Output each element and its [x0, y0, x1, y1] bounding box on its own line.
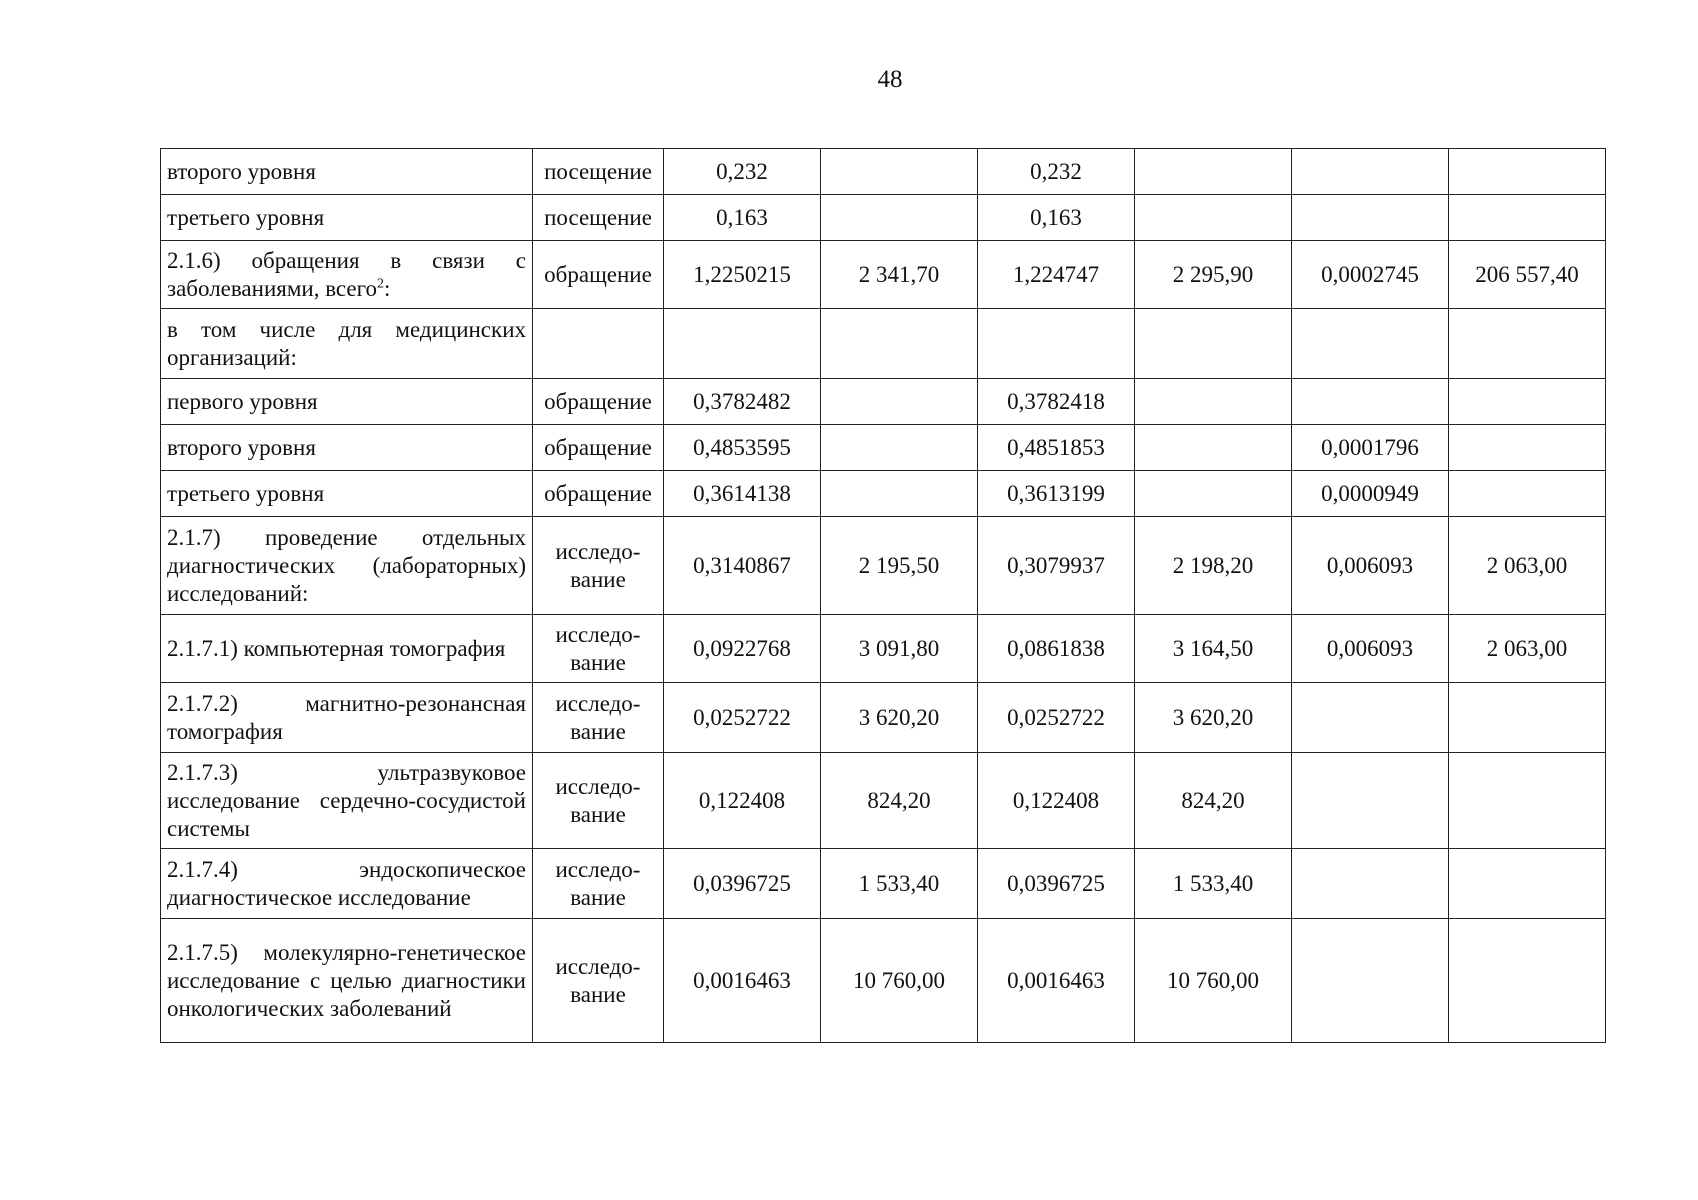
table-row	[161, 919, 1606, 1043]
row-name: 2.1.7.2) магнитно-резонансная томография	[167, 690, 526, 744]
table-row	[161, 615, 1606, 683]
value-cell: 0,3140867	[664, 517, 821, 615]
value-cell	[1449, 471, 1606, 517]
value-cell	[1135, 425, 1292, 471]
unit-cell	[533, 849, 664, 919]
row-name: в том числе для медицинских организаций:	[167, 316, 526, 370]
value-cell: 0,4851853	[978, 425, 1135, 471]
unit-cell	[533, 615, 664, 683]
unit-label: исследо- вание	[555, 856, 641, 910]
value-cell: 0,122408	[978, 753, 1135, 849]
value-cell: 0,122408	[664, 753, 821, 849]
value-cell: 0,163	[664, 195, 821, 241]
table-row	[161, 149, 1606, 195]
value-cell: 2 195,50	[821, 517, 978, 615]
value-cell: 0,0002745	[1292, 241, 1449, 309]
row-name-cell	[161, 471, 533, 517]
value-cell: 0,3782482	[664, 379, 821, 425]
row-name: 2.1.7) проведение отдельных диагностических (лабораторных) исследований:	[167, 524, 526, 606]
unit-cell	[533, 309, 664, 379]
unit-label: исследо- вание	[555, 953, 641, 1007]
row-name: первого уровня	[167, 388, 318, 414]
page-number: 48	[877, 66, 903, 93]
table-row	[161, 241, 1606, 309]
unit-label: исследо- вание	[555, 773, 641, 827]
row-name-cell	[161, 241, 533, 309]
value-cell	[1449, 753, 1606, 849]
value-cell: 1 533,40	[821, 849, 978, 919]
value-cell	[1135, 309, 1292, 379]
value-cell: 0,0922768	[664, 615, 821, 683]
value-cell: 0,0396725	[978, 849, 1135, 919]
value-cell	[1449, 309, 1606, 379]
value-cell: 3 164,50	[1135, 615, 1292, 683]
value-cell: 3 620,20	[1135, 683, 1292, 753]
unit-cell	[533, 517, 664, 615]
value-cell: 824,20	[1135, 753, 1292, 849]
value-cell: 0,0016463	[664, 919, 821, 1043]
unit-cell	[533, 425, 664, 471]
value-cell	[1292, 683, 1449, 753]
unit-label: обращение	[544, 434, 652, 460]
value-cell: 0,0001796	[1292, 425, 1449, 471]
value-cell	[1449, 849, 1606, 919]
value-cell: 0,232	[978, 149, 1135, 195]
value-cell	[1292, 149, 1449, 195]
row-name-cell	[161, 425, 533, 471]
footnote-marker: 2	[377, 275, 384, 291]
value-cell: 10 760,00	[1135, 919, 1292, 1043]
value-cell: 0,3079937	[978, 517, 1135, 615]
value-cell	[1449, 919, 1606, 1043]
value-cell	[1292, 379, 1449, 425]
unit-label: посещение	[544, 158, 652, 184]
value-cell	[1449, 425, 1606, 471]
unit-cell	[533, 379, 664, 425]
row-name-suffix: :	[384, 275, 391, 301]
row-name-cell	[161, 195, 533, 241]
unit-cell	[533, 195, 664, 241]
value-cell: 3 620,20	[821, 683, 978, 753]
value-cell	[1135, 379, 1292, 425]
table-row	[161, 425, 1606, 471]
value-cell: 3 091,80	[821, 615, 978, 683]
value-cell	[821, 471, 978, 517]
value-cell	[1292, 919, 1449, 1043]
value-cell	[1292, 753, 1449, 849]
value-cell: 206 557,40	[1449, 241, 1606, 309]
row-name-cell	[161, 849, 533, 919]
value-cell	[1449, 379, 1606, 425]
row-name-cell	[161, 753, 533, 849]
value-cell	[1292, 195, 1449, 241]
row-name-cell	[161, 683, 533, 753]
value-cell	[664, 309, 821, 379]
table-row	[161, 309, 1606, 379]
unit-label: обращение	[544, 480, 652, 506]
row-name: 2.1.7.4) эндоскопическое диагностическое исследование	[167, 856, 526, 910]
value-cell: 2 063,00	[1449, 615, 1606, 683]
row-name-cell	[161, 379, 533, 425]
row-name-cell	[161, 919, 533, 1043]
value-cell	[1449, 195, 1606, 241]
row-name: третьего уровня	[167, 204, 325, 230]
data-table	[160, 148, 1606, 1043]
value-cell: 0,006093	[1292, 517, 1449, 615]
unit-cell	[533, 683, 664, 753]
unit-cell	[533, 753, 664, 849]
value-cell	[821, 149, 978, 195]
value-cell	[1292, 309, 1449, 379]
value-cell: 0,4853595	[664, 425, 821, 471]
row-name-cell	[161, 149, 533, 195]
value-cell: 2 341,70	[821, 241, 978, 309]
value-cell: 0,3613199	[978, 471, 1135, 517]
value-cell: 0,0252722	[664, 683, 821, 753]
value-cell	[1449, 683, 1606, 753]
unit-cell	[533, 149, 664, 195]
value-cell: 0,0000949	[1292, 471, 1449, 517]
row-name-cell	[161, 615, 533, 683]
row-name: 2.1.7.5) молекулярно-генетическое исследование с целью диагностики онкологических заболеваний	[167, 939, 526, 1021]
value-cell: 0,232	[664, 149, 821, 195]
unit-cell	[533, 919, 664, 1043]
value-cell: 0,0861838	[978, 615, 1135, 683]
row-name: третьего уровня	[167, 480, 325, 506]
value-cell	[978, 309, 1135, 379]
value-cell	[821, 425, 978, 471]
value-cell: 2 198,20	[1135, 517, 1292, 615]
row-name: 2.1.6) обращения в связи с заболеваниями, всего	[167, 247, 526, 301]
unit-cell	[533, 241, 664, 309]
row-name: 2.1.7.3) ультразвуковое исследование сердечно-сосудистой системы	[167, 759, 526, 841]
value-cell: 1,2250215	[664, 241, 821, 309]
row-name: второго уровня	[167, 158, 316, 184]
value-cell: 1 533,40	[1135, 849, 1292, 919]
unit-cell	[533, 471, 664, 517]
table-row	[161, 471, 1606, 517]
table-row	[161, 517, 1606, 615]
row-name: 2.1.7.1) компьютерная томография	[167, 635, 506, 661]
unit-label: исследо- вание	[555, 538, 641, 592]
row-name-cell	[161, 517, 533, 615]
value-cell	[821, 379, 978, 425]
table-row	[161, 195, 1606, 241]
unit-label: исследо- вание	[555, 690, 641, 744]
value-cell	[1135, 471, 1292, 517]
value-cell: 0,0252722	[978, 683, 1135, 753]
value-cell: 2 295,90	[1135, 241, 1292, 309]
value-cell: 10 760,00	[821, 919, 978, 1043]
unit-label: исследо- вание	[555, 621, 641, 675]
value-cell: 0,163	[978, 195, 1135, 241]
value-cell: 1,224747	[978, 241, 1135, 309]
value-cell: 2 063,00	[1449, 517, 1606, 615]
unit-label: посещение	[544, 204, 652, 230]
unit-label: обращение	[544, 388, 652, 414]
unit-label: обращение	[544, 261, 652, 287]
row-name-cell	[161, 309, 533, 379]
value-cell: 0,3614138	[664, 471, 821, 517]
value-cell	[1135, 149, 1292, 195]
value-cell	[1135, 195, 1292, 241]
value-cell: 0,0396725	[664, 849, 821, 919]
table-body	[161, 149, 1606, 1043]
value-cell: 0,006093	[1292, 615, 1449, 683]
value-cell	[1292, 849, 1449, 919]
table-row	[161, 379, 1606, 425]
value-cell: 824,20	[821, 753, 978, 849]
value-cell: 0,3782418	[978, 379, 1135, 425]
table-row	[161, 683, 1606, 753]
value-cell: 0,0016463	[978, 919, 1135, 1043]
table-row	[161, 849, 1606, 919]
value-cell	[821, 309, 978, 379]
value-cell	[821, 195, 978, 241]
value-cell	[1449, 149, 1606, 195]
table-row	[161, 753, 1606, 849]
row-name: второго уровня	[167, 434, 316, 460]
